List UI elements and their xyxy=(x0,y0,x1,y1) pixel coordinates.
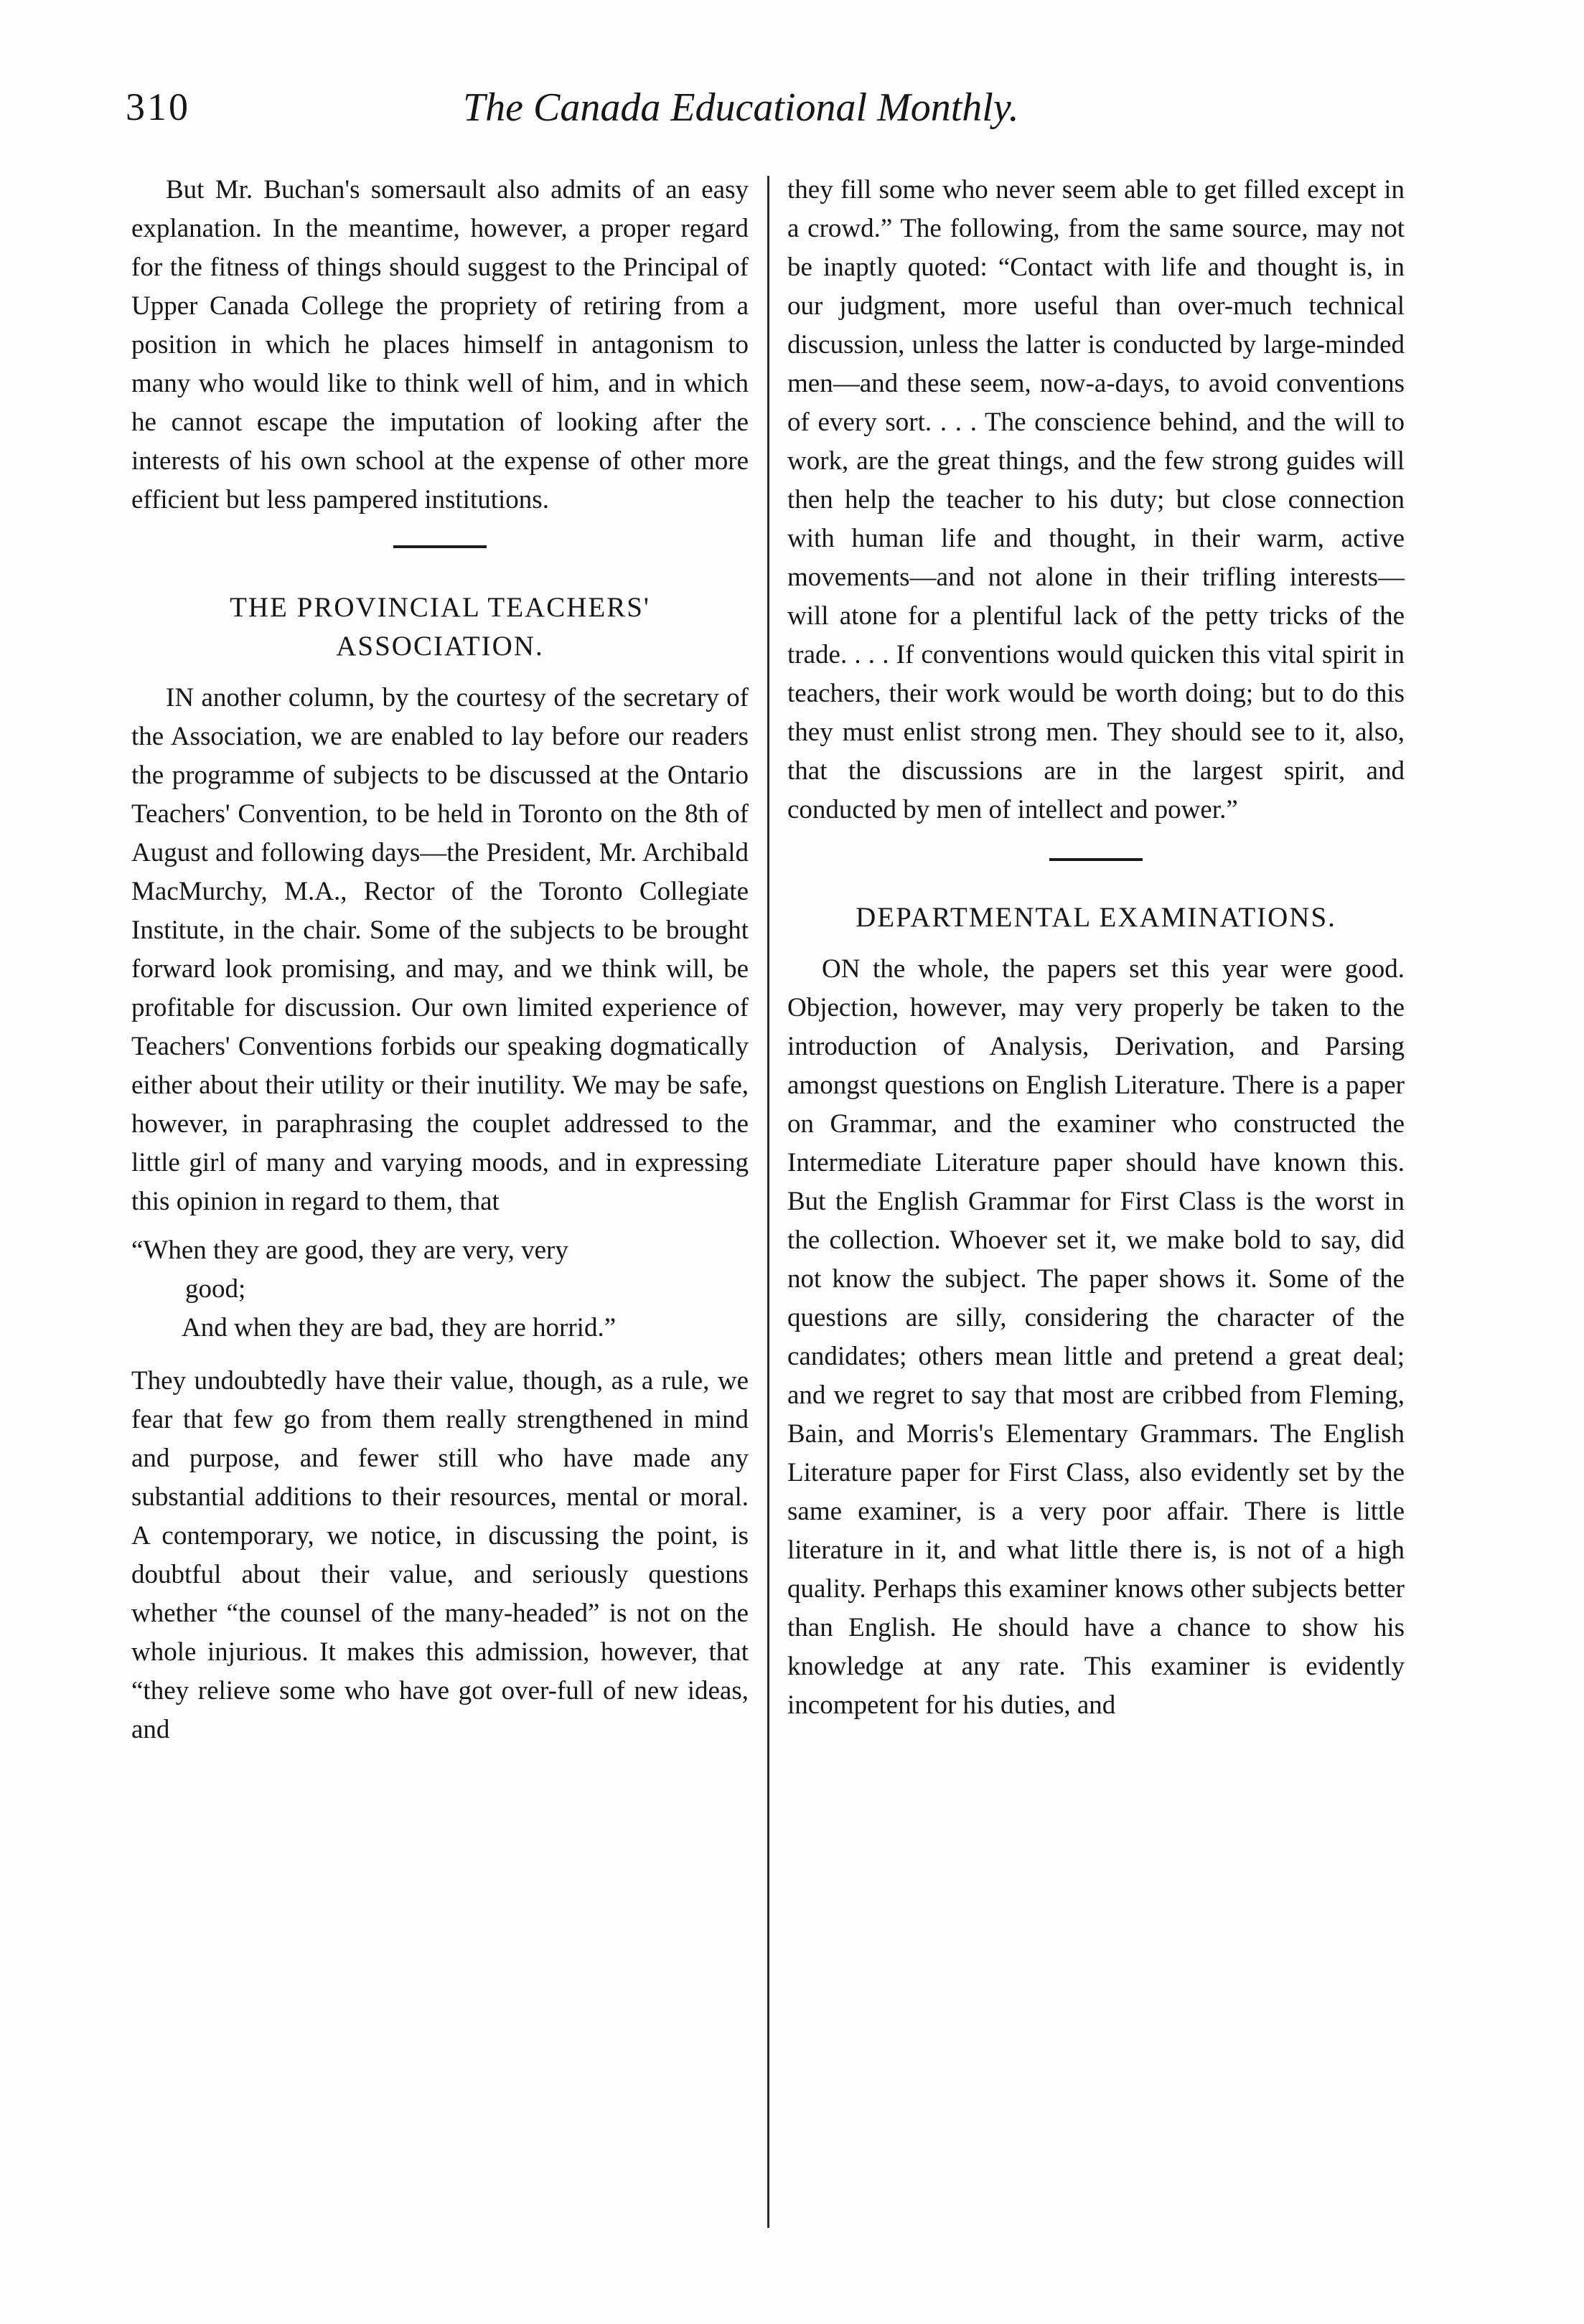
page-header xyxy=(126,85,1425,149)
right-column xyxy=(787,171,1405,1725)
left-column xyxy=(131,171,749,1749)
paragraph: They undoubtedly have their value, though, as a rule, we fear that few go from them really strengthened in mind and purpose, and fewer still who have made any substantial additions to their resources, mental or moral. A contemporary, we notice, in discussing the point, is doubtful about their value, and seriously questions whether “the counsel of the many-headed” is not on the whole injurious. It makes this admission, however, that “they relieve some who have got over-full of new ideas, and xyxy=(131,1366,749,1744)
section-heading: DEPARTMENTAL EXAMINATIONS. xyxy=(856,902,1336,933)
section-heading xyxy=(131,588,749,666)
page-number: 310 xyxy=(126,85,190,128)
paragraph: But Mr. Buchan's somersault also admits of an easy explanation. In the meantime, however, a proper regard for the fitness of things should suggest to the Principal of Upper Canada College the propriety of retiring from a position in which he places himself in antagonism to many who would like to think well of him, and in which he cannot escape the imputation of looking after the interests of his own school at the expense of other more efficient but less pampered institutions. xyxy=(131,175,749,514)
heading-line: ASSOCIATION. xyxy=(336,631,544,662)
paragraph: IN another column, by the courtesy of the secretary of the Association, we are enabled to lay before our readers the programme of subjects to be discussed at the Ontario Teachers' Convention, to be held in Toronto on the 8th of August and following days—the President, Mr. Archibald MacMurchy, M.A., Rector of the Toronto Collegiate Institute, in the chair. Some of the subjects to be brought forward look promising, and may, and we think will, be profitable for discussion. Our own limited experience of Teachers' Conventions forbids our speaking dogmatically either about their utility or their inutility. We may be safe, however, in paraphrasing the couplet addressed to the little girl of many and varying moods, and in expressing this opinion in regard to them, that xyxy=(131,683,749,1216)
paragraph: ON the whole, the papers set this year were good. Objection, however, may very properly be taken to the introduction of Analysis, Derivation, and Parsing amongst questions on English Literature. There is a paper on Grammar, and the examiner who constructed the Intermediate Literature paper should have known this. But the English Grammar for First Class is the worst in the collection. Whoever set it, we make bold to say, did not know the subject. The paper shows it. Some of the questions are silly, considering the character of the candidates; others mean little and pretend a great deal; and we regret to say that most are cribbed from Fleming, Bain, and Morris's Elementary Grammars. The English Literature paper for First Class, also evidently set by the same examiner, is a very poor affair. There is little literature in it, and what little there is, is not of a high quality. Perhaps this examiner knows other subjects better than English. He should have a chance to show his knowledge at any rate. This examiner is evidently incompetent for his duties, and xyxy=(787,954,1405,1720)
column-rule xyxy=(767,176,769,2228)
section-divider xyxy=(1039,851,1153,865)
running-title: The Canada Educational Monthly. xyxy=(463,85,1019,130)
verse-line: “When they are good, they are very, very xyxy=(131,1236,568,1265)
quoted-verse xyxy=(131,1231,749,1347)
verse-line: And when they are bad, they are horrid.” xyxy=(182,1313,617,1342)
paragraph: they fill some who never seem able to get filled except in a crowd.” The following, from the same source, may not be inaptly quoted: “Contact with life and thought is, in our judgment, more useful than over-much technical discussion, unless the latter is conducted by large-minded men—and these seem, now-a-days, to avoid conventions of every sort. . . . The conscience behind, and the will to work, are the great things, and the few strong guides will then help the teacher to his duty; but close connection with human life and thought, in their warm, active movements—and not alone in their trifling interests—will atone for a plentiful lack of the petty tricks of the trade. . . . If conventions would quicken this vital spirit in teachers, their work would be worth doing; but to do this they must enlist strong men. They should see to it, also, that the discussions are in the largest spirit, and conducted by men of intellect and power.” xyxy=(787,175,1405,824)
verse-line: good; xyxy=(185,1274,246,1304)
section-divider xyxy=(393,545,487,548)
heading-line: THE PROVINCIAL TEACHERS' xyxy=(230,592,650,623)
